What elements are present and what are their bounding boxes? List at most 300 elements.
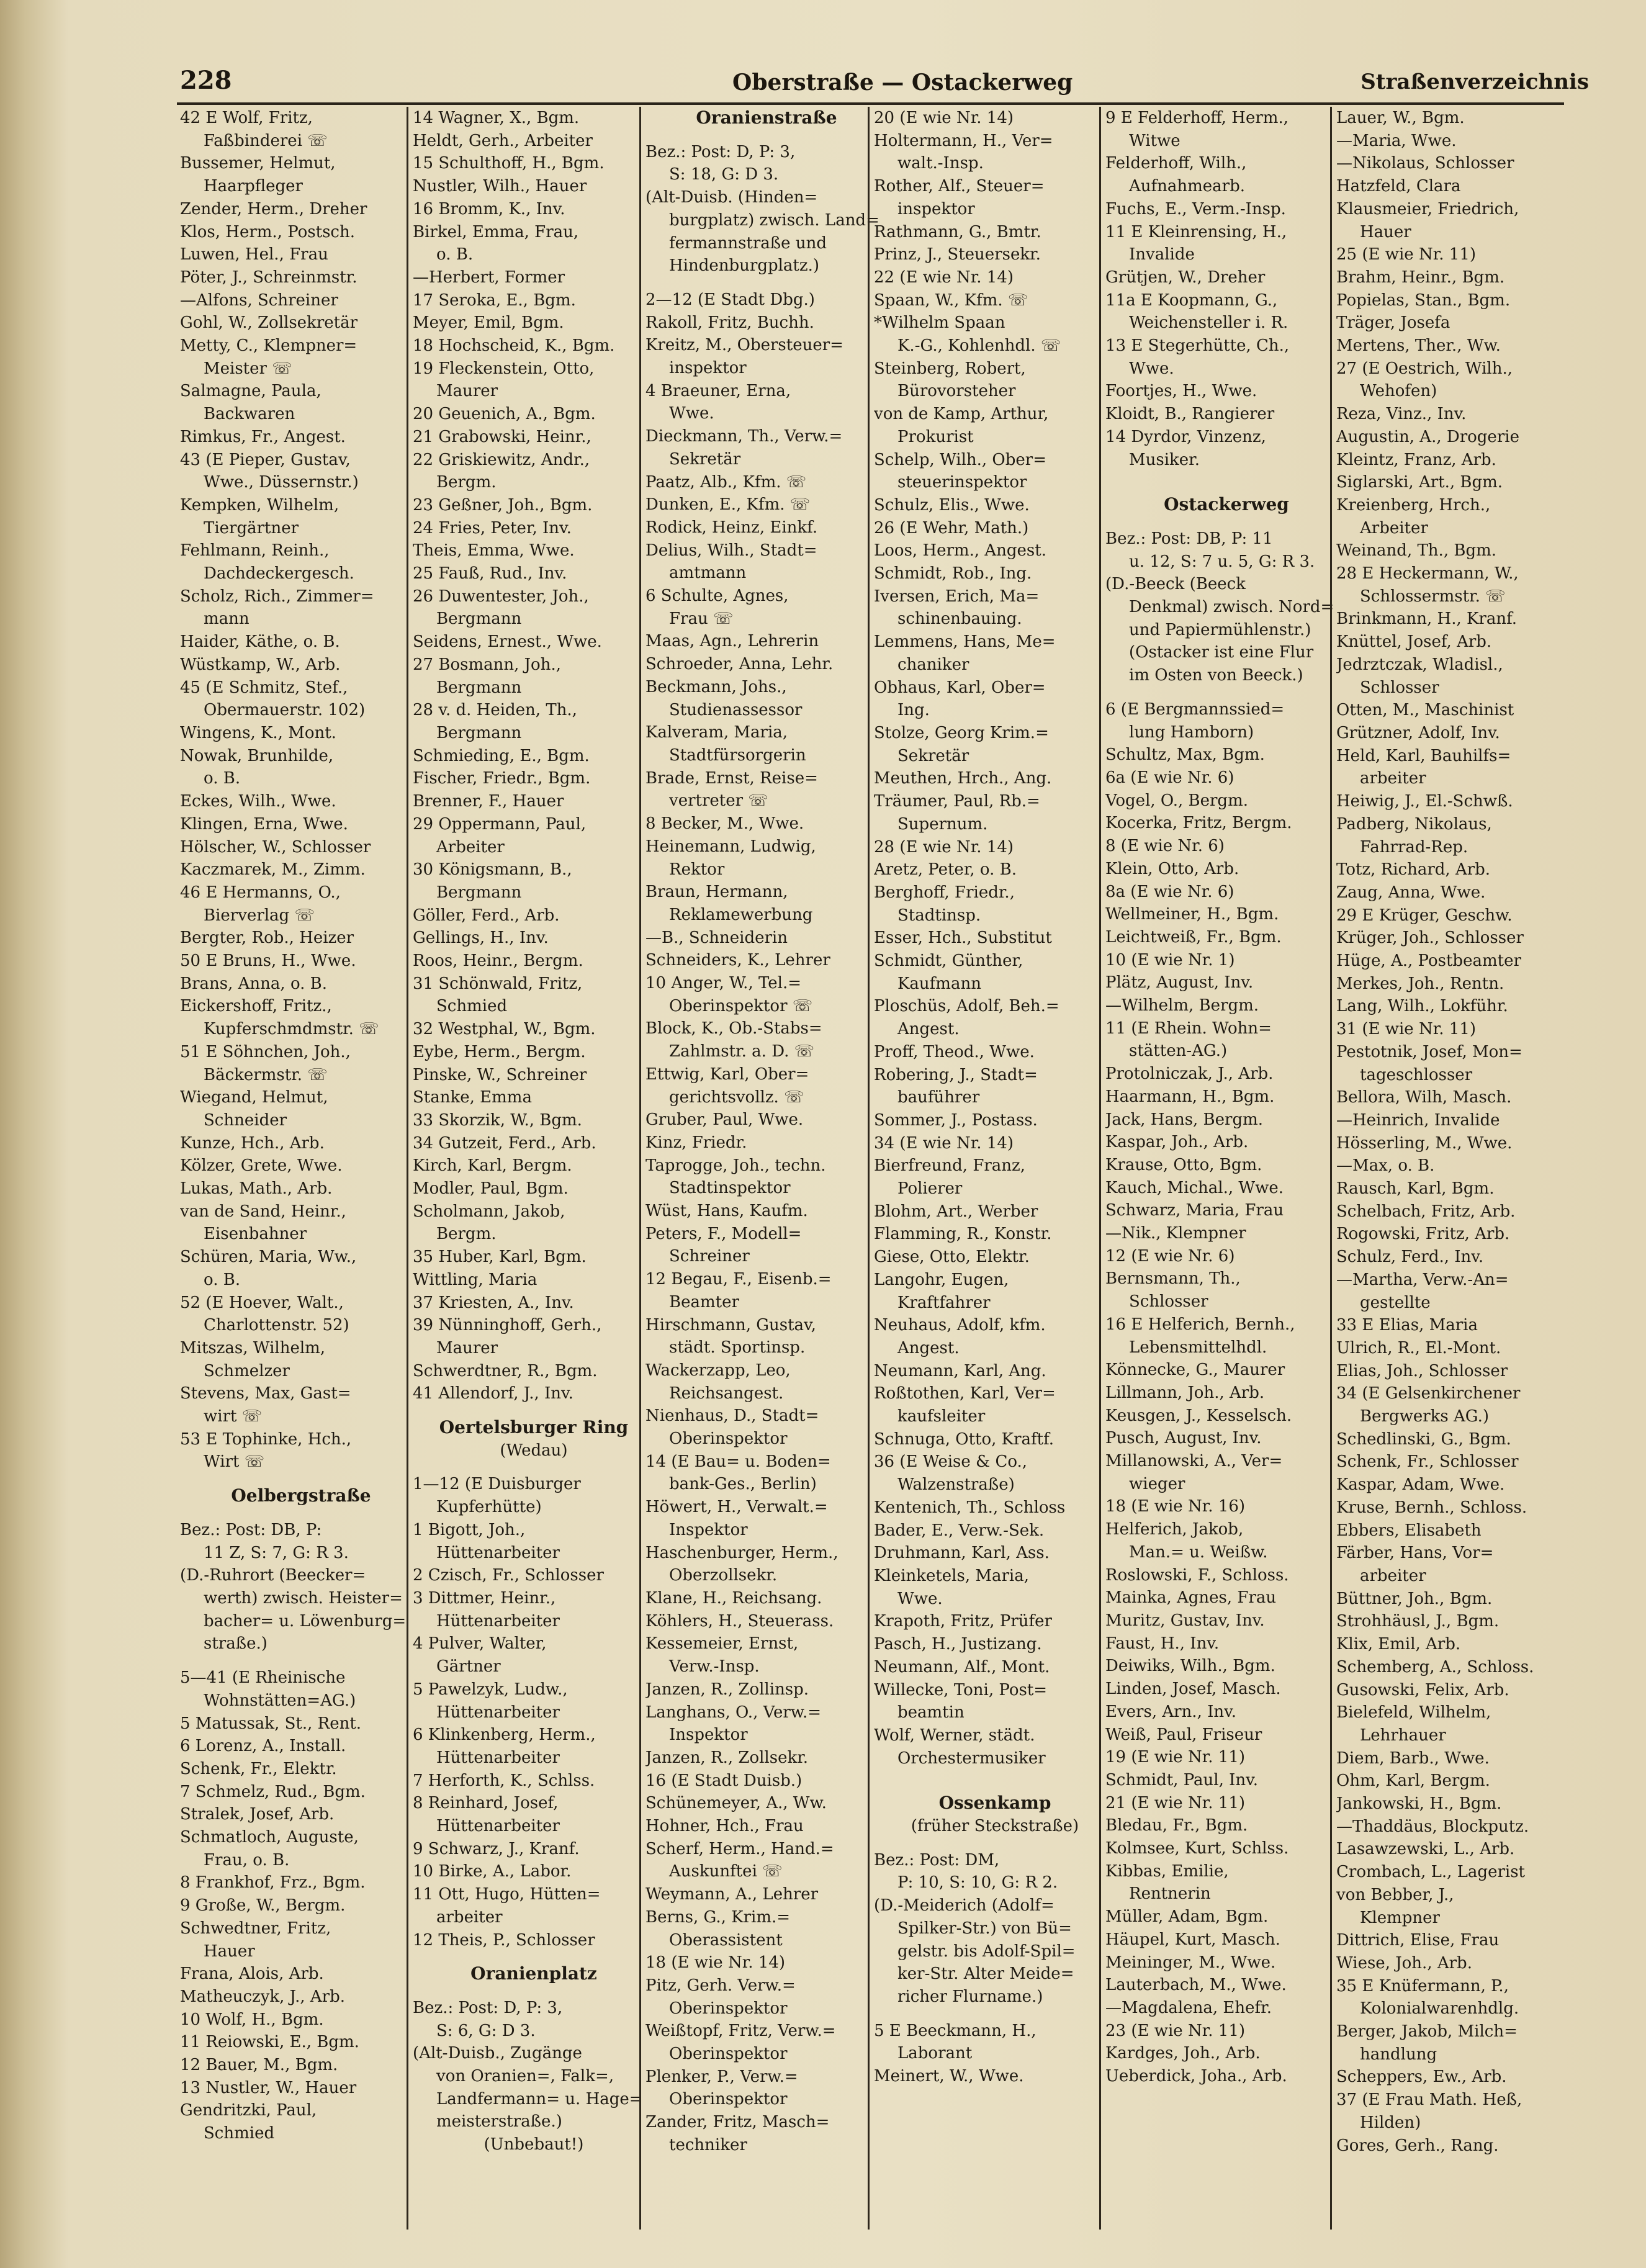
entry-line: Träumer, Paul, Rb.= <box>874 792 1040 811</box>
entry-continuation: Man.= u. Weißw. <box>1129 1542 1268 1562</box>
entry-continuation: Lebensmittelhdl. <box>1129 1338 1267 1357</box>
entry-continuation: Oberinspektor <box>669 1999 788 2018</box>
entry-continuation: amtmann <box>669 564 747 583</box>
entry-line: 4 Pulver, Walter, <box>413 1634 547 1654</box>
spacer <box>1105 687 1347 698</box>
entry-line: Schulz, Elis., Wwe. <box>874 495 1030 515</box>
entry-line: 6 (E Bergmannssied= <box>1105 700 1285 719</box>
entry-line: Weiß, Paul, Friseur <box>1105 1725 1262 1744</box>
entry-line: Jankowski, H., Bgm. <box>1336 1794 1502 1814</box>
entry-line: Kölzer, Grete, Wwe. <box>180 1156 343 1176</box>
entry-line: Proff, Theod., Wwe. <box>874 1042 1035 1061</box>
entry-continuation: o. B. <box>204 769 241 788</box>
entry-line: Nustler, Wilh., Hauer <box>413 177 587 196</box>
entry-line: Elias, Joh., Schlosser <box>1336 1361 1508 1380</box>
entry-continuation: Walzenstraße) <box>897 1475 1015 1495</box>
entry-line: Lemmens, Hans, Me= <box>874 632 1056 652</box>
entry-line: (D.-Meiderich (Adolf= <box>874 1896 1055 1915</box>
entry-continuation: gerichtsvollz. ☏ <box>669 1087 804 1107</box>
entry-continuation: steuerinspektor <box>897 473 1027 492</box>
entry-line: Braun, Hermann, <box>645 883 788 902</box>
entry-line: Popielas, Stan., Bgm. <box>1336 290 1511 310</box>
entry-continuation: Bergmann <box>436 610 522 629</box>
entry-continuation: Auskunftei ☏ <box>669 1862 783 1881</box>
entry-line: —Nikolaus, Schlosser <box>1336 154 1514 173</box>
street-heading: Oranienplatz <box>470 1963 597 1984</box>
entry-line: Wackerzapp, Leo, <box>645 1361 791 1380</box>
entry-continuation: beamtin <box>897 1703 965 1722</box>
entry-line: 10 (E wie Nr. 1) <box>1105 950 1235 970</box>
entry-continuation: arbeiter <box>1360 1567 1426 1585</box>
entry-line: 11 E Kleinrensing, H., <box>1105 222 1287 241</box>
entry-continuation: von Oranien=, Falk=, <box>436 2067 614 2086</box>
entry-continuation: Aufnahmearb. <box>1129 177 1246 196</box>
entry-line: Jack, Hans, Bergm. <box>1105 1110 1264 1129</box>
entry-continuation: Schmelzer <box>204 1361 290 1380</box>
entry-line: 25 Fauß, Rud., Inv. <box>413 564 567 583</box>
entry-continuation: meisterstraße.) <box>436 2112 562 2131</box>
entry-line: Felderhoff, Wilh., <box>1105 154 1247 173</box>
entry-line: 9 E Felderhoff, Herm., <box>1105 109 1288 127</box>
entry-continuation: Bürovorsteher <box>897 382 1016 401</box>
entry-line: Rimkus, Fr., Angest. <box>180 427 346 446</box>
entry-line: Diem, Barb., Wwe. <box>1336 1748 1490 1768</box>
entry-continuation: burgplatz) zwisch. Land= <box>669 210 879 230</box>
entry-line: Kessemeier, Ernst, <box>645 1634 799 1654</box>
column-3 <box>645 107 888 2230</box>
entry-line: 29 Oppermann, Paul, <box>413 814 587 834</box>
entry-continuation: gestellte <box>1360 1293 1431 1312</box>
entry-line: Kibbas, Emilie, <box>1105 1861 1229 1881</box>
entry-line: Fuchs, E., Verm.-Insp. <box>1105 199 1286 218</box>
entry-continuation: Hindenburgplatz.) <box>669 256 819 276</box>
entry-line: Schroeder, Anna, Lehr. <box>645 655 834 674</box>
entry-line: Reza, Vinz., Inv. <box>1336 405 1467 424</box>
entry-line: Berns, G., Krim.= <box>645 1907 791 1927</box>
entry-continuation: Schmied <box>436 997 508 1016</box>
street-heading: Oelbergstraße <box>231 1485 371 1506</box>
entry-continuation: Studienassessor <box>669 700 803 719</box>
entry-line: 5 Matussak, St., Rent. <box>180 1714 362 1733</box>
entry-continuation: lung Hamborn) <box>1129 722 1254 742</box>
entry-line: —Maria, Wwe. <box>1336 131 1457 150</box>
entry-continuation: wirt ☏ <box>204 1407 263 1426</box>
page-number: 228 <box>180 66 232 95</box>
entry-line: Wüstkamp, W., Arb. <box>180 655 341 674</box>
entry-continuation: o. B. <box>204 1270 241 1289</box>
entry-line: Klausmeier, Friedrich, <box>1336 199 1519 218</box>
entry-continuation: Arbeiter <box>1360 518 1428 538</box>
entry-line: Rakoll, Fritz, Buchh. <box>645 313 814 332</box>
entry-line: —Heinrich, Invalide <box>1336 1110 1500 1130</box>
spacer <box>413 1986 655 1997</box>
entry-line: Bader, E., Verw.-Sek. <box>874 1521 1045 1540</box>
entry-line: 46 E Hermanns, O., <box>180 883 341 902</box>
spacer <box>413 1951 655 1963</box>
entry-continuation: Hauer <box>204 1942 255 1961</box>
entry-line: Iversen, Erich, Ma= <box>874 587 1040 606</box>
entry-line: 9 Schwarz, J., Kranf. <box>413 1839 580 1858</box>
entry-continuation: Arbeiter <box>436 837 505 857</box>
entry-line: Fischer, Friedr., Bgm. <box>413 769 591 788</box>
entry-line: Rausch, Karl, Bgm. <box>1336 1179 1495 1199</box>
entry-continuation: gelstr. bis Adolf-Spil= <box>897 1942 1076 1961</box>
entry-continuation: Rentnerin <box>1129 1884 1211 1904</box>
entry-continuation: Sekretär <box>897 746 969 765</box>
entry-continuation: arbeiter <box>1360 769 1426 788</box>
entry-line: Gellings, H., Inv. <box>413 929 549 948</box>
entry-continuation: Kupferhütte) <box>436 1498 542 1517</box>
entry-line: Deiwiks, Wilh., Bgm. <box>1105 1657 1275 1676</box>
entry-line: 19 (E wie Nr. 11) <box>1105 1748 1246 1767</box>
entry-continuation: Stadtfürsorgerin <box>669 745 806 765</box>
spacer <box>180 1655 422 1667</box>
entry-continuation: u. 12, S: 7 u. 5, G: R 3. <box>1129 552 1315 571</box>
entry-line: Zender, Herm., Dreher <box>180 199 367 218</box>
entry-line: 43 (E Pieper, Gustav, <box>180 450 351 469</box>
entry-line: 27 (E Oestrich, Wilh., <box>1336 359 1513 378</box>
entry-continuation: Fahrrad-Rep. <box>1360 837 1468 857</box>
entry-line: Blohm, Art., Werber <box>874 1202 1038 1221</box>
entry-line: Keusgen, J., Kesselsch. <box>1105 1406 1292 1425</box>
entry-continuation: Musiker. <box>1129 450 1200 469</box>
entry-line: 16 Bromm, K., Inv. <box>413 199 565 218</box>
entry-line: 12 Theis, P., Schlosser <box>413 1930 595 1950</box>
entry-line: Kirch, Karl, Bergm. <box>413 1156 572 1176</box>
entry-line: Kruse, Bernh., Schloss. <box>1336 1498 1527 1517</box>
entry-continuation: Wehofen) <box>1360 382 1437 401</box>
entry-line: Loos, Herm., Angest. <box>874 541 1046 560</box>
street-heading: Oertelsburger Ring <box>439 1417 629 1438</box>
entry-continuation: Faßbinderei ☏ <box>204 131 328 150</box>
entry-line: 23 (E wie Nr. 11) <box>1105 2021 1246 2040</box>
entry-line: Esser, Hch., Substitut <box>874 929 1052 948</box>
entry-continuation: o. B. <box>436 245 474 264</box>
column-divider <box>639 107 641 2230</box>
entry-line: Hirschmann, Gustav, <box>645 1315 816 1334</box>
entry-line: 37 (E Frau Math. Heß, <box>1336 2090 1522 2110</box>
entry-line: 18 Hochscheid, K., Bgm. <box>413 336 615 356</box>
entry-line: Pinske, W., Schreiner <box>413 1065 587 1084</box>
entry-line: Bernsmann, Th., <box>1105 1269 1241 1289</box>
entry-continuation: Hauer <box>1360 222 1411 241</box>
entry-line: 12 Bauer, M., Bgm. <box>180 2056 338 2075</box>
entry-line: Klein, Otto, Arb. <box>1105 859 1239 878</box>
entry-continuation: Oberinspektor <box>669 2090 788 2109</box>
entry-line: von Bebber, J., <box>1336 1885 1454 1904</box>
entry-continuation: K.-G., Kohlenhdl. ☏ <box>897 336 1061 356</box>
entry-line: 33 Skorzik, W., Bgm. <box>413 1110 582 1130</box>
entry-line: Scheppers, Ew., Arb. <box>1336 2068 1507 2087</box>
entry-line: Bez.: Post: DM, <box>874 1850 1000 1870</box>
entry-line: Knüttel, Josef, Arb. <box>1336 632 1492 652</box>
entry-line: Krüger, Joh., Schlosser <box>1336 929 1524 948</box>
entry-continuation: Orchestermusiker <box>897 1748 1046 1768</box>
entry-line: 34 (E wie Nr. 14) <box>874 1133 1014 1153</box>
entry-line: 41 Allendorf, J., Inv. <box>413 1384 573 1403</box>
entry-line: Plenker, P., Verw.= <box>645 2067 798 2086</box>
entry-line: Kocerka, Fritz, Bergm. <box>1105 814 1292 833</box>
entry-continuation: Wirt ☏ <box>204 1452 265 1472</box>
entry-continuation: 11 Z, S: 7, G: R 3. <box>204 1543 349 1562</box>
column-divider <box>407 107 408 2230</box>
entry-line: Metty, C., Klempner= <box>180 336 358 356</box>
entry-line: Stanke, Emma <box>413 1088 532 1107</box>
entry-continuation: Oberinspektor <box>669 2045 788 2064</box>
entry-line: Schwerdtner, R., Bgm. <box>413 1361 598 1380</box>
entry-line: *Wilhelm Spaan <box>874 313 1005 333</box>
entry-continuation: Witwe <box>1129 131 1181 150</box>
entry-line: 16 E Helferich, Bernh., <box>1105 1315 1295 1334</box>
entry-continuation: Angest. <box>897 1338 960 1357</box>
entry-line: Schenk, Fr., Elektr. <box>180 1759 337 1778</box>
entry-line: Ulrich, R., El.-Mont. <box>1336 1338 1501 1357</box>
entry-line: Scherf, Herm., Hand.= <box>645 1839 834 1858</box>
entry-continuation: bank-Ges., Berlin) <box>669 1475 817 1494</box>
entry-continuation: Oberinspektor ☏ <box>669 996 813 1015</box>
entry-line: Brans, Anna, o. B. <box>180 974 328 993</box>
entry-continuation: im Osten von Beeck.) <box>1129 666 1303 685</box>
entry-line: 11 Reiowski, E., Bgm. <box>180 2033 359 2052</box>
entry-line: 8a (E wie Nr. 6) <box>1105 882 1234 901</box>
street-note: (Unbebaut!) <box>483 2135 584 2154</box>
column-divider <box>868 107 870 2230</box>
entry-line: Helferich, Jakob, <box>1105 1520 1244 1539</box>
entry-continuation: Reklamewerbung <box>669 905 813 924</box>
entry-line: Hölscher, W., Schlosser <box>180 837 371 857</box>
entry-continuation: Sekretär <box>669 449 741 469</box>
entry-line: Schüren, Maria, Ww., <box>180 1248 357 1267</box>
entry-line: Leichtweiß, Fr., Bgm. <box>1105 927 1282 947</box>
running-title: Oberstraße — Ostackerweg <box>732 70 1073 96</box>
entry-line: 8 Frankhof, Frz., Bgm. <box>180 1873 366 1892</box>
entry-line: Schelbach, Fritz, Arb. <box>1336 1202 1516 1221</box>
entry-line: 31 Schönwald, Fritz, <box>413 974 583 993</box>
entry-line: Wüst, Hans, Kaufm. <box>645 1202 808 1221</box>
entry-line: Maas, Agn., Lehrerin <box>645 632 819 651</box>
section-title: Straßenverzeichnis <box>1360 70 1589 94</box>
street-heading: Ossenkamp <box>938 1793 1051 1814</box>
entry-line: 20 (E wie Nr. 14) <box>874 109 1014 127</box>
entry-line: (Alt-Duisb., Zugänge <box>413 2044 582 2063</box>
spacer <box>180 1474 422 1485</box>
entry-line: Rathmann, G., Bmtr. <box>874 222 1041 241</box>
entry-line: 21 Grabowski, Heinr., <box>413 427 591 446</box>
entry-line: 2—12 (E Stadt Dbg.) <box>645 290 815 309</box>
entry-line: 13 Nustler, W., Hauer <box>180 2078 357 2097</box>
entry-line: 31 (E wie Nr. 11) <box>1336 1020 1477 1039</box>
entry-continuation: und Papiermühlenstr.) <box>1129 620 1311 639</box>
entry-line: Ettwig, Karl, Ober= <box>645 1064 809 1084</box>
entry-line: Wingens, K., Mont. <box>180 723 336 742</box>
entry-line: 17 Seroka, E., Bgm. <box>413 290 576 310</box>
entry-line: Taprogge, Joh., techn. <box>645 1156 826 1175</box>
entry-continuation: Rektor <box>669 860 725 879</box>
entry-line: Schünemeyer, A., Ww. <box>645 1794 827 1813</box>
entry-line: Hüge, A., Postbeamter <box>1336 952 1521 971</box>
entry-line: Stralek, Josef, Arb. <box>180 1805 335 1824</box>
entry-line: Brade, Ernst, Reise= <box>645 768 818 788</box>
entry-continuation: Kolonialwarenhdlg. <box>1360 1999 1519 2018</box>
entry-line: Jedrztczak, Wladisl., <box>1336 655 1503 674</box>
entry-line: Beckmann, Johs., <box>645 677 787 696</box>
entry-line: Langohr, Eugen, <box>874 1270 1009 1289</box>
entry-line: Sommer, J., Postass. <box>874 1110 1038 1130</box>
column-6 <box>1336 107 1578 2230</box>
entry-line: Dieckmann, Th., Verw.= <box>645 427 843 446</box>
column-divider <box>1099 107 1101 2230</box>
column-1 <box>180 107 422 2230</box>
entry-continuation: Oberassistent <box>669 1930 783 1950</box>
entry-line: Delius, Wilh., Stadt= <box>645 541 817 560</box>
entry-line: 51 E Söhnchen, Joh., <box>180 1042 351 1061</box>
entry-line: Scholz, Rich., Zimmer= <box>180 587 374 606</box>
entry-line: Schmidt, Günther, <box>874 952 1023 971</box>
entry-line: Wittling, Maria <box>413 1270 537 1289</box>
entry-line: Weißtopf, Fritz, Verw.= <box>645 2022 836 2041</box>
entry-continuation: bauführer <box>897 1088 980 1107</box>
entry-line: 10 Wolf, H., Bgm. <box>180 2010 324 2029</box>
entry-continuation: techniker <box>669 2135 747 2154</box>
entry-continuation: Spilker-Str.) von Bü= <box>897 1919 1072 1938</box>
entry-line: 11 (E Rhein. Wohn= <box>1105 1019 1272 1038</box>
entry-line: 22 Griskiewitz, Andr., <box>413 450 590 469</box>
entry-line: 52 (E Hoever, Walt., <box>180 1293 344 1312</box>
entry-line: 10 Birke, A., Labor. <box>413 1862 572 1881</box>
street-note: (früher Steckstraße) <box>911 1817 1079 1836</box>
entry-line: 6 Klinkenberg, Herm., <box>413 1726 596 1745</box>
entry-line: 8 (E wie Nr. 6) <box>1105 837 1225 856</box>
entry-line: Kaczmarek, M., Zimm. <box>180 860 366 880</box>
entry-line: Schwedtner, Fritz, <box>180 1919 331 1938</box>
spacer <box>1105 516 1347 528</box>
entry-line: 35 E Knüfermann, P., <box>1336 1976 1509 1996</box>
entry-line: —Alfons, Schreiner <box>180 290 338 310</box>
entry-continuation: Meister ☏ <box>204 359 292 378</box>
entry-continuation: Frau, o. B. <box>204 1850 290 1870</box>
entry-line: Janzen, R., Zollinsp. <box>645 1680 809 1699</box>
entry-line: Göller, Ferd., Arb. <box>413 906 560 925</box>
entry-continuation: Schlossermstr. ☏ <box>1360 587 1506 606</box>
entry-line: 12 (E wie Nr. 6) <box>1105 1246 1235 1266</box>
entry-line: 5 E Beeckmann, H., <box>874 2021 1037 2040</box>
entry-line: Ebbers, Elisabeth <box>1336 1521 1482 1540</box>
entry-continuation: wieger <box>1129 1474 1185 1493</box>
entry-line: Haschenburger, Herm., <box>645 1543 839 1562</box>
entry-line: Brenner, F., Hauer <box>413 792 564 811</box>
entry-line: 33 E Elias, Maria <box>1336 1316 1478 1335</box>
entry-line: Siglarski, Art., Bgm. <box>1336 473 1503 492</box>
entry-line: Schmidt, Paul, Inv. <box>1105 1770 1259 1789</box>
entry-continuation: Hüttenarbeiter <box>436 1543 560 1562</box>
entry-line: 2 Czisch, Fr., Schlosser <box>413 1566 604 1585</box>
entry-line: Bergter, Rob., Heizer <box>180 929 354 948</box>
entry-line: Neuhaus, Adolf, kfm. <box>874 1316 1046 1335</box>
entry-continuation: Wwe. <box>1129 359 1174 378</box>
entry-line: Kaspar, Joh., Arb. <box>1105 1133 1249 1152</box>
entry-line: Kauch, Michal., Wwe. <box>1105 1178 1284 1197</box>
entry-line: Otten, M., Maschinist <box>1336 701 1514 720</box>
entry-line: Augustin, A., Drogerie <box>1336 427 1519 446</box>
entry-line: Seidens, Ernest., Wwe. <box>413 632 602 652</box>
entry-line: —Magdalena, Ehefr. <box>1105 1998 1272 2017</box>
entry-line: Zaug, Anna, Wwe. <box>1336 883 1486 902</box>
entry-continuation: Schlosser <box>1129 1292 1208 1312</box>
entry-line: 14 Dyrdor, Vinzenz, <box>1105 427 1266 446</box>
entry-continuation: Tiergärtner <box>204 518 299 538</box>
entry-line: Bledau, Fr., Bgm. <box>1105 1816 1248 1835</box>
entry-line: 25 (E wie Nr. 11) <box>1336 245 1477 264</box>
entry-line: Foortjes, H., Wwe. <box>1105 382 1257 401</box>
spacer <box>1105 482 1347 493</box>
entry-line: Brinkmann, H., Kranf. <box>1336 610 1518 629</box>
entry-line: —Herbert, Former <box>413 268 565 287</box>
entry-line: Rodick, Heinz, Einkf. <box>645 518 818 537</box>
entry-continuation: S: 6, G: D 3. <box>436 2021 536 2040</box>
entry-line: Millanowski, A., Ver= <box>1105 1452 1283 1471</box>
entry-line: 45 (E Schmitz, Stef., <box>180 678 348 697</box>
column-2 <box>413 107 655 2230</box>
entry-line: —B., Schneiderin <box>645 928 788 947</box>
entry-continuation: ker-Str. Alter Meide= <box>897 1964 1074 1984</box>
entry-continuation: Schreiner <box>669 1247 750 1266</box>
entry-line: 34 Gutzeit, Ferd., Arb. <box>413 1133 596 1153</box>
entry-continuation: Wohnstätten=AG.) <box>204 1691 356 1710</box>
entry-line: —Nik., Klempner <box>1105 1224 1246 1243</box>
entry-continuation: fermannstraße und <box>669 233 827 253</box>
entry-line: Ohm, Karl, Bergm. <box>1336 1771 1490 1791</box>
spacer <box>874 1838 1116 1849</box>
entry-continuation: Hilden) <box>1360 2113 1421 2132</box>
entry-line: 36 (E Weise & Co., <box>874 1452 1028 1472</box>
entry-line: Kunze, Hch., Arb. <box>180 1133 325 1153</box>
entry-continuation: Oberzollsekr. <box>669 1566 778 1585</box>
entry-line: 16 (E Stadt Duisb.) <box>645 1771 803 1790</box>
entry-line: Grützner, Adolf, Inv. <box>1336 723 1500 742</box>
entry-line: Rogowski, Fritz, Arb. <box>1336 1225 1510 1244</box>
entry-line: von de Kamp, Arthur, <box>874 405 1049 424</box>
spacer <box>645 277 888 289</box>
entry-line: Lasawzewski, L., Arb. <box>1336 1840 1515 1859</box>
entry-continuation: inspektor <box>669 359 747 378</box>
entry-continuation: Maurer <box>436 1338 498 1357</box>
entry-line: 7 Herforth, K., Schlss. <box>413 1771 595 1790</box>
entry-line: 18 (E wie Nr. 16) <box>1105 1497 1246 1516</box>
entry-line: Merkes, Joh., Rentn. <box>1336 974 1504 993</box>
entry-continuation: Wwe., Düssernstr.) <box>204 473 359 492</box>
entry-continuation: Gärtner <box>436 1657 501 1676</box>
entry-continuation: Bergmann <box>436 723 522 742</box>
entry-line: 14 Wagner, X., Bgm. <box>413 109 580 127</box>
spacer <box>874 2009 1116 2020</box>
entry-line: 12 Begau, F., Eisenb.= <box>645 1270 832 1289</box>
entry-line: Schnuga, Otto, Kraftf. <box>874 1429 1055 1449</box>
entry-line: Heiwig, J., El.-Schwß. <box>1336 792 1513 811</box>
entry-line: 34 (E Gelsenkirchener <box>1336 1384 1521 1403</box>
entry-continuation: Backwaren <box>204 405 295 424</box>
entry-line: Kardges, Joh., Arb. <box>1105 2044 1261 2063</box>
entry-line: Bez.: Post: DB, P: 11 <box>1105 529 1273 548</box>
entry-line: Lillmann, Joh., Arb. <box>1105 1383 1265 1402</box>
entry-line: Schmidt, Rob., Ing. <box>874 564 1032 583</box>
entry-continuation: Hüttenarbeiter <box>436 1611 560 1631</box>
entry-line: Klingen, Erna, Wwe. <box>180 814 348 834</box>
street-heading: Oranienstraße <box>696 107 837 128</box>
entry-line: Strohhäusl, J., Bgm. <box>1336 1612 1500 1631</box>
entry-continuation: Bergm. <box>436 473 497 492</box>
entry-line: Protolniczak, J., Arb. <box>1105 1064 1274 1084</box>
entry-line: 1 Bigott, Joh., <box>413 1520 526 1539</box>
